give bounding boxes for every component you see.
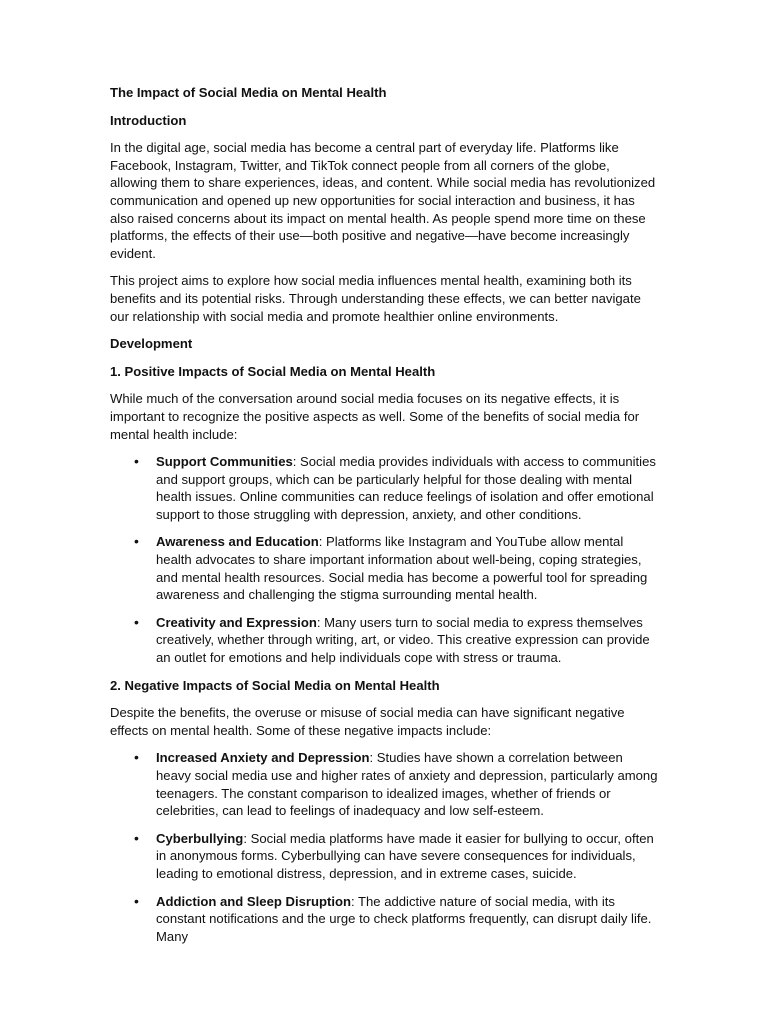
list-item-term: Creativity and Expression bbox=[156, 614, 317, 630]
list-item-term: Awareness and Education bbox=[156, 534, 319, 550]
introduction-paragraph-2: This project aims to explore how social media influences mental health, examining both its benefits and its potential risks. Through understanding these effects, we can better navigate our relationship with social media and promote healthier online environments. bbox=[110, 273, 641, 324]
negative-impacts-intro: Despite the benefits, the overuse or misuse of social media can have significant negative effects on mental health. Some of these negative impacts include: bbox=[110, 705, 625, 738]
list-item bbox=[156, 614, 658, 667]
introduction-heading: Introduction bbox=[110, 112, 187, 128]
list-item bbox=[156, 893, 658, 946]
positive-impacts-list bbox=[110, 453, 658, 667]
list-item-text: : Platforms like Instagram and YouTube allow mental health advocates to share important information about well-being, coping strategies, and mental health resources. Social media has become a powerful tool for spreading awareness and challenging the stigma surrounding mental health. bbox=[156, 534, 648, 603]
list-item-text: : The addictive nature of social media, with its constant notifications and the urge to check platforms frequently, can disrupt daily life. Many bbox=[156, 893, 652, 944]
list-item-text: : Social media platforms have made it easier for bullying to occur, often in anonymous forms. Cyberbullying can have severe consequences for individuals, leading to emotional distress, depression, and in extreme cases, suicide. bbox=[156, 830, 654, 881]
negative-impacts-list bbox=[110, 749, 658, 945]
negative-impacts-heading: 2. Negative Impacts of Social Media on Mental Health bbox=[110, 677, 440, 693]
list-item bbox=[156, 749, 658, 819]
list-item-term: Cyberbullying bbox=[156, 830, 244, 846]
list-item-term: Addiction and Sleep Disruption bbox=[156, 893, 351, 909]
list-item-text: : Many users turn to social media to express themselves creatively, whether through writing, art, or video. This creative expression can provide an outlet for emotions and help individuals cope with stress or trauma. bbox=[156, 614, 650, 666]
list-item bbox=[156, 830, 658, 883]
introduction-paragraph-1: In the digital age, social media has become a central part of everyday life. Platforms like Facebook, Instagram, Twitter, and TikTok connect people from all corners of the globe, allowing them to share experiences, ideas, and content. While social media has revolutionized communication and opened up new opportunities for social interaction and business, it has also raised concerns about its impact on mental health. As people spend more time on these platforms, the effects of their use—both positive and negative—have become increasingly evident. bbox=[110, 140, 656, 261]
list-item bbox=[156, 533, 658, 603]
list-item-text: : Social media provides individuals with access to communities and support groups, which can be particularly helpful for those dealing with mental health issues. Online communities can reduce feelings of isolation and offer emotional support to those struggling with depression, anxiety, and other conditions. bbox=[156, 454, 656, 522]
positive-impacts-heading: 1. Positive Impacts of Social Media on Mental Health bbox=[110, 363, 436, 379]
document-title: The Impact of Social Media on Mental Health bbox=[110, 85, 387, 100]
list-item-term: Increased Anxiety and Depression bbox=[156, 750, 370, 766]
list-item bbox=[156, 453, 658, 523]
positive-impacts-intro: While much of the conversation around social media focuses on its negative effects, it is important to recognize the positive aspects as well. Some of the benefits of social media for mental health include: bbox=[110, 391, 640, 442]
list-item-term: Support Communities bbox=[156, 454, 293, 470]
list-item-text: : Studies have shown a correlation between heavy social media use and higher rates of anxiety and depression, particularly among teenagers. The constant comparison to idealized images, whether of friends or celebrities, can lead to feelings of inadequacy and low self-esteem. bbox=[156, 750, 658, 819]
development-heading: Development bbox=[110, 336, 193, 352]
